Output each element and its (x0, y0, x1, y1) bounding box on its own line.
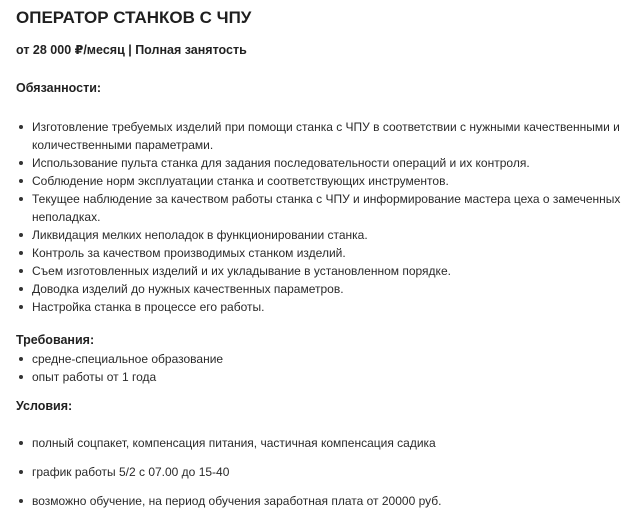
bullet-icon (19, 251, 23, 255)
duties-heading: Обязанности: (16, 81, 102, 95)
duty-text: Изготовление требуемых изделий при помощи станка с ЧПУ в соответствии с нужными качественными и количественными параметрами. (32, 120, 620, 152)
bullet-icon (19, 197, 23, 201)
list-item (16, 244, 632, 262)
salary-employment-line: от 28 000 ₽/месяц | Полная занятость (16, 43, 247, 57)
requirements-list (16, 350, 632, 386)
job-title: ОПЕРАТОР СТАНКОВ С ЧПУ (16, 8, 252, 27)
list-item (16, 262, 632, 280)
requirement-text: средне-специальное образование (32, 352, 224, 366)
bullet-icon (19, 375, 23, 379)
list-item (16, 492, 632, 510)
requirement-text: опыт работы от 1 года (32, 370, 157, 384)
list-item (16, 118, 632, 154)
list-item (16, 172, 632, 190)
bullet-icon (19, 161, 23, 165)
condition-text: полный соцпакет, компенсация питания, частичная компенсация садика (32, 436, 436, 450)
list-item (16, 154, 632, 172)
list-item (16, 350, 632, 368)
bullet-icon (19, 470, 23, 474)
duties-list (16, 118, 632, 316)
duty-text: Настройка станка в процессе его работы. (32, 300, 265, 314)
list-item (16, 298, 632, 316)
conditions-heading: Условия: (16, 399, 73, 413)
requirements-heading: Требования: (16, 333, 95, 347)
list-item (16, 280, 632, 298)
duty-text: Использование пульта станка для задания последовательности операций и их контроля. (32, 156, 530, 170)
list-item (16, 190, 632, 226)
list-item (16, 434, 632, 452)
bullet-icon (19, 233, 23, 237)
bullet-icon (19, 287, 23, 291)
bullet-icon (19, 499, 23, 503)
condition-text: возможно обучение, на период обучения заработная плата от 20000 руб. (32, 494, 442, 508)
duty-text: Соблюдение норм эксплуатации станка и соответствующих инструментов. (32, 174, 449, 188)
condition-text: график работы 5/2 с 07.00 до 15-40 (32, 465, 230, 479)
duty-text: Доводка изделий до нужных качественных параметров. (32, 282, 344, 296)
duty-text: Ликвидация мелких неполадок в функционировании станка. (32, 228, 368, 242)
bullet-icon (19, 305, 23, 309)
duty-text: Текущее наблюдение за качеством работы станка с ЧПУ и информирование мастера цеха о замеченных неполадках. (32, 192, 621, 224)
bullet-icon (19, 441, 23, 445)
duty-text: Съем изготовленных изделий и их укладывание в установленном порядке. (32, 264, 451, 278)
conditions-list (16, 434, 632, 521)
bullet-icon (19, 357, 23, 361)
bullet-icon (19, 179, 23, 183)
list-item (16, 463, 632, 481)
list-item (16, 226, 632, 244)
bullet-icon (19, 269, 23, 273)
list-item (16, 368, 632, 386)
duty-text: Контроль за качеством производимых станком изделий. (32, 246, 346, 260)
bullet-icon (19, 125, 23, 129)
